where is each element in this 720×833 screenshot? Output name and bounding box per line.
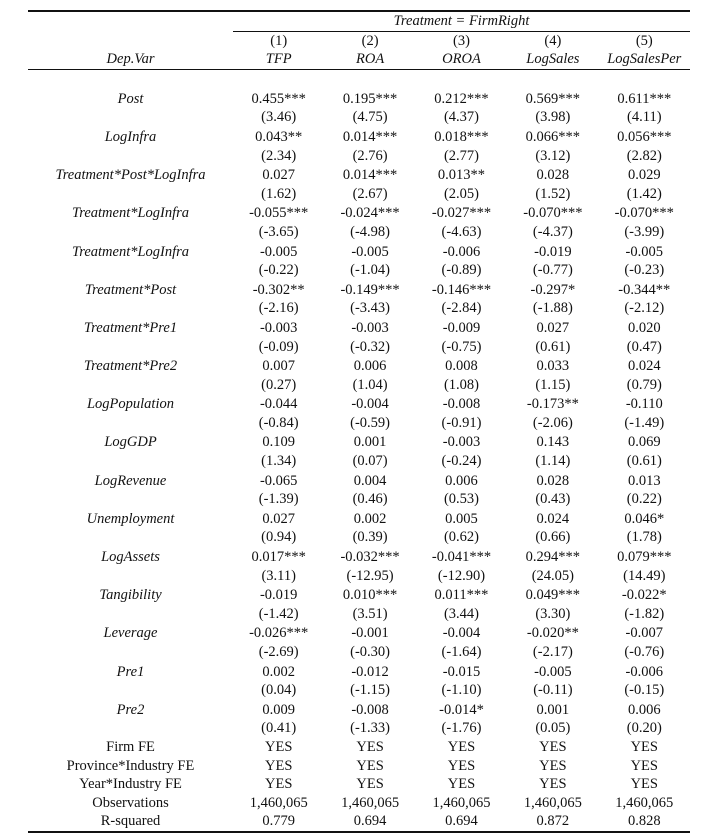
coefficient-cell: -0.027*** (431, 205, 492, 222)
t-stat-cell: (-12.95) (346, 567, 394, 584)
t-stat-cell: (-1.04) (350, 262, 391, 279)
coefficient-cell: -0.032*** (340, 549, 400, 566)
t-stat-cell: (-2.16) (258, 300, 299, 317)
coefficient-cell: 0.002 (353, 510, 387, 527)
t-stat-cell: (-2.69) (258, 644, 299, 660)
column-name: LogSalesPer (599, 50, 690, 69)
t-stat-cell: (3.44) (443, 605, 479, 622)
coefficient-cell: -0.146*** (431, 281, 492, 298)
t-stat-cell: (-0.59) (350, 414, 391, 431)
variable-name: Pre2 (116, 701, 145, 718)
variable-name: Tangibility (99, 587, 162, 604)
footer-label: R-squared (28, 812, 233, 832)
t-stat-row (28, 605, 690, 624)
footer-cell: 1,460,065 (341, 794, 400, 811)
blank-cell (28, 719, 233, 738)
blank-cell (28, 452, 233, 471)
footer-cell: YES (447, 738, 476, 755)
t-stat-cell: (1.08) (443, 376, 479, 393)
t-stat-cell: (-0.32) (350, 338, 391, 355)
variable-name: Treatment*LogInfra (71, 243, 190, 260)
coefficient-cell: -0.012 (351, 663, 389, 680)
footer-cell: YES (264, 776, 293, 793)
t-stat-cell: (0.07) (352, 453, 388, 470)
coefficient-cell: -0.149*** (340, 281, 400, 298)
t-stat-row (28, 719, 690, 738)
coefficient-cell: -0.344** (618, 281, 671, 298)
t-stat-cell: (2.05) (443, 185, 479, 202)
blank-cell (28, 338, 233, 357)
t-stat-cell: (1.42) (626, 185, 662, 202)
coefficient-row (28, 89, 690, 109)
coefficient-cell: 0.014*** (342, 167, 398, 184)
t-stat-row (28, 147, 690, 166)
t-stat-cell: (4.11) (627, 109, 662, 126)
footer-cell: YES (539, 776, 567, 793)
t-stat-cell: (0.66) (535, 529, 571, 546)
t-stat-cell: (1.52) (535, 185, 571, 202)
t-stat-row (28, 643, 690, 662)
coefficient-cell: -0.004 (442, 625, 481, 642)
footer-row (28, 812, 690, 832)
coefficient-cell: 0.017*** (251, 549, 306, 566)
footer-cell: YES (447, 757, 476, 774)
coefficient-cell: -0.022* (621, 587, 667, 604)
coefficient-cell: -0.297* (530, 281, 576, 298)
coefficient-cell: 0.014*** (342, 128, 398, 145)
coefficient-cell: -0.004 (351, 396, 389, 413)
blank-cell (28, 108, 233, 127)
t-stat-row (28, 223, 690, 242)
t-stat-cell: (1.34) (261, 453, 297, 470)
t-stat-row (28, 261, 690, 280)
column-number: (5) (635, 32, 653, 49)
coefficient-cell: 0.043** (255, 128, 303, 145)
variable-name: LogRevenue (94, 472, 167, 489)
t-stat-cell: (1.15) (535, 376, 571, 393)
coefficient-row (28, 432, 690, 452)
coefficient-row (28, 700, 690, 720)
coefficient-row (28, 242, 690, 262)
coefficient-cell: -0.019 (259, 587, 298, 604)
coefficient-cell: 0.027 (262, 510, 295, 527)
table-body (28, 11, 690, 832)
t-stat-cell: (0.61) (535, 338, 571, 355)
coefficient-row (28, 318, 690, 338)
t-stat-cell: (-4.37) (532, 223, 573, 240)
variable-name: Pre1 (116, 663, 145, 680)
t-stat-cell: (-4.98) (350, 223, 391, 240)
blank-cell (28, 528, 233, 547)
footer-cell: 1,460,065 (432, 794, 491, 811)
variable-name: Unemployment (86, 510, 175, 527)
coefficient-cell: -0.070*** (523, 205, 583, 222)
coefficient-cell: 0.027 (536, 319, 570, 336)
coefficient-cell: 0.066*** (525, 128, 581, 145)
t-stat-cell: (0.05) (535, 720, 571, 737)
t-stat-cell: (2.76) (352, 147, 388, 164)
footer-cell: 1,460,065 (615, 794, 674, 811)
footer-cell: YES (356, 776, 384, 793)
footer-cell: YES (447, 776, 476, 793)
coefficient-cell: -0.003 (442, 434, 481, 451)
coefficient-row (28, 203, 690, 223)
coefficient-cell: -0.015 (442, 663, 481, 680)
footer-cell: YES (630, 738, 658, 755)
variable-name: Treatment*Post (84, 281, 177, 298)
coefficient-cell: 0.004 (353, 472, 387, 489)
footer-cell: YES (356, 738, 384, 755)
blank-cell (28, 414, 233, 433)
blank-cell (28, 147, 233, 166)
coefficient-cell: -0.008 (351, 701, 389, 718)
t-stat-cell: (0.20) (626, 720, 662, 737)
coefficient-cell: 0.455*** (251, 90, 306, 107)
treatment-header-row (28, 11, 690, 31)
coefficient-cell: 0.033 (536, 358, 570, 375)
coefficient-row (28, 394, 690, 414)
blank-cell (28, 681, 233, 700)
coefficient-cell: 0.079*** (617, 549, 672, 566)
t-stat-cell: (0.61) (626, 453, 662, 470)
t-stat-cell: (-3.65) (258, 223, 299, 240)
t-stat-cell: (3.12) (535, 147, 571, 164)
coefficient-cell: -0.007 (625, 625, 664, 642)
t-stat-cell: (-1.76) (441, 720, 482, 737)
t-stat-cell: (1.78) (626, 529, 662, 546)
column-name: TFP (233, 50, 324, 69)
footer-row (28, 775, 690, 794)
coefficient-cell: -0.020** (526, 625, 579, 642)
column-name: LogSales (507, 50, 598, 69)
t-stat-row (28, 681, 690, 700)
t-stat-cell: (-4.63) (441, 223, 482, 240)
blank-cell (28, 31, 233, 50)
footer-row (28, 794, 690, 813)
footer-row (28, 757, 690, 776)
t-stat-cell: (1.14) (535, 453, 571, 470)
t-stat-cell: (-0.22) (258, 262, 299, 279)
coefficient-cell: -0.173** (526, 396, 579, 413)
coefficient-cell: -0.005 (259, 243, 298, 260)
t-stat-cell: (4.75) (352, 109, 388, 126)
coefficient-cell: 0.069 (627, 434, 661, 451)
t-stat-cell: (3.98) (535, 109, 571, 126)
coefficient-cell: 0.008 (445, 358, 478, 375)
t-stat-cell: (-0.24) (441, 453, 482, 470)
footer-cell: 0.694 (324, 812, 415, 832)
blank-cell (28, 185, 233, 204)
coefficient-cell: -0.003 (351, 319, 389, 336)
variable-name: LogAssets (101, 549, 160, 566)
coefficient-cell: -0.001 (351, 625, 389, 642)
t-stat-cell: (-1.15) (350, 682, 391, 699)
variable-name: Treatment*Pre1 (83, 319, 178, 336)
column-number: (4) (544, 32, 562, 49)
t-stat-cell: (0.94) (261, 529, 297, 546)
blank-cell (28, 376, 233, 395)
t-stat-row (28, 414, 690, 433)
coefficient-cell: 0.018*** (434, 128, 489, 145)
coefficient-cell: 0.013 (627, 472, 661, 489)
t-stat-row (28, 338, 690, 357)
coefficient-cell: -0.005 (351, 243, 389, 260)
t-stat-cell: (-3.43) (350, 300, 391, 317)
coefficient-cell: 0.013** (437, 167, 486, 184)
variable-name: LogGDP (104, 434, 157, 451)
coefficient-cell: 0.027 (262, 167, 295, 184)
column-number: (1) (270, 32, 288, 49)
coefficient-row (28, 509, 690, 529)
coefficient-cell: 0.143 (536, 434, 570, 451)
variable-name: Leverage (103, 625, 158, 642)
t-stat-cell: (-2.84) (441, 300, 482, 317)
coefficient-cell: 0.007 (262, 358, 295, 375)
t-stat-cell: (-1.82) (624, 605, 665, 622)
footer-label: Year*Industry FE (79, 776, 182, 793)
footer-cell: YES (264, 738, 293, 755)
coefficient-row (28, 662, 690, 682)
treatment-label: Treatment = FirmRight (233, 11, 690, 31)
t-stat-row (28, 490, 690, 509)
column-name: OROA (416, 50, 507, 69)
footer-cell: YES (356, 757, 384, 774)
footer-row (28, 738, 690, 757)
coefficient-cell: -0.026*** (249, 625, 309, 642)
t-stat-cell: (0.47) (626, 338, 662, 355)
blank-cell (28, 261, 233, 280)
coefficient-cell: 0.028 (536, 167, 570, 184)
t-stat-cell: (-1.42) (258, 605, 299, 622)
t-stat-cell: (-0.76) (624, 644, 665, 660)
t-stat-cell: (1.62) (261, 185, 297, 202)
t-stat-cell: (-2.17) (532, 644, 573, 660)
t-stat-cell: (-1.88) (532, 300, 573, 317)
coefficient-row (28, 356, 690, 376)
t-stat-cell: (-0.89) (441, 262, 482, 279)
spacer-cell (28, 69, 690, 89)
coefficient-cell: 0.001 (536, 701, 570, 718)
coefficient-cell: -0.005 (534, 663, 572, 680)
t-stat-cell: (0.43) (535, 491, 571, 508)
variable-name: LogInfra (104, 128, 157, 145)
coefficient-cell: -0.019 (534, 243, 572, 260)
column-number: (2) (361, 32, 379, 49)
coefficient-row (28, 127, 690, 147)
coefficient-cell: 0.294*** (525, 549, 581, 566)
coefficient-cell: 0.611*** (617, 90, 672, 107)
t-stat-cell: (2.67) (352, 185, 388, 202)
coefficient-cell: -0.065 (259, 472, 298, 489)
column-number: (3) (453, 32, 470, 49)
coefficient-cell: 0.002 (262, 663, 295, 680)
regression-table (28, 10, 690, 833)
t-stat-row (28, 567, 690, 586)
coefficient-cell: -0.005 (625, 243, 664, 260)
t-stat-cell: (-0.77) (532, 262, 573, 279)
footer-label: Observations (92, 794, 169, 811)
t-stat-cell: (-1.33) (350, 720, 391, 737)
coefficient-cell: 0.001 (353, 434, 387, 451)
blank-cell (28, 490, 233, 509)
footer-cell: YES (539, 757, 567, 774)
coefficient-cell: 0.024 (536, 510, 570, 527)
coefficient-cell: -0.110 (625, 396, 663, 413)
coefficient-cell: -0.070*** (614, 205, 674, 222)
coefficient-cell: 0.049*** (525, 587, 581, 604)
t-stat-cell: (-0.84) (258, 414, 299, 431)
coefficient-cell: 0.011*** (434, 587, 489, 604)
t-stat-cell: (-2.06) (532, 414, 573, 431)
variable-name: Treatment*Pre2 (83, 358, 178, 375)
t-stat-cell: (-1.64) (441, 644, 482, 660)
coefficient-cell: 0.195*** (342, 90, 398, 107)
footer-label: Firm FE (106, 738, 155, 755)
blank-cell (28, 11, 233, 31)
dep-var-label: Dep.Var (28, 50, 233, 69)
t-stat-cell: (-0.23) (624, 262, 665, 279)
coefficient-cell: 0.006 (353, 358, 387, 375)
t-stat-cell: (-1.10) (441, 682, 482, 699)
coefficient-cell: 0.046* (624, 510, 665, 527)
coefficient-cell: 0.009 (262, 701, 295, 718)
footer-cell: YES (630, 776, 658, 793)
coefficient-cell: 0.010*** (342, 587, 398, 604)
footer-cell: YES (630, 757, 658, 774)
coefficient-cell: -0.009 (442, 319, 481, 336)
t-stat-cell: (-0.15) (624, 682, 665, 699)
coefficient-row (28, 471, 690, 491)
coefficient-cell: 0.005 (445, 510, 478, 527)
t-stat-cell: (0.39) (352, 529, 388, 546)
coefficient-cell: -0.044 (259, 396, 298, 413)
t-stat-cell: (0.79) (626, 376, 662, 393)
coefficient-row (28, 280, 690, 300)
t-stat-cell: (-0.30) (350, 644, 391, 660)
t-stat-cell: (24.05) (531, 567, 575, 584)
t-stat-cell: (0.27) (261, 376, 297, 393)
spacer-row (28, 69, 690, 89)
coefficient-row (28, 165, 690, 185)
blank-cell (28, 223, 233, 242)
coefficient-cell: -0.006 (442, 243, 481, 260)
footer-cell: YES (539, 738, 567, 755)
t-stat-cell: (-0.11) (533, 682, 573, 699)
t-stat-cell: (0.22) (626, 491, 662, 508)
t-stat-cell: (-0.09) (258, 338, 299, 355)
coefficient-cell: -0.006 (625, 663, 664, 680)
t-stat-cell: (2.34) (261, 147, 297, 164)
coefficient-cell: 0.029 (627, 167, 661, 184)
blank-cell (28, 299, 233, 318)
t-stat-cell: (-1.49) (624, 414, 665, 431)
footer-cell: YES (264, 757, 293, 774)
blank-cell (28, 605, 233, 624)
coefficient-cell: -0.014* (439, 701, 484, 718)
coefficient-cell: -0.008 (442, 396, 481, 413)
t-stat-cell: (3.51) (352, 605, 388, 622)
coefficient-row (28, 585, 690, 605)
t-stat-cell: (3.30) (535, 605, 571, 622)
coefficient-cell: -0.302** (252, 281, 305, 298)
coefficient-cell: -0.041*** (431, 549, 492, 566)
coefficient-cell: 0.056*** (617, 128, 672, 145)
t-stat-cell: (14.49) (623, 567, 666, 584)
coefficient-cell: 0.028 (536, 472, 570, 489)
footer-label: Province*Industry FE (66, 757, 195, 774)
t-stat-cell: (3.11) (261, 567, 296, 584)
blank-cell (28, 643, 233, 662)
t-stat-cell: (-0.91) (441, 414, 482, 431)
column-name-row (28, 50, 690, 69)
coefficient-cell: 0.006 (627, 701, 661, 718)
coefficient-cell: -0.055*** (249, 205, 309, 222)
footer-cell: 0.828 (599, 812, 690, 832)
footer-cell: 0.872 (507, 812, 598, 832)
t-stat-cell: (2.82) (626, 147, 662, 164)
t-stat-cell: (-2.12) (624, 300, 665, 317)
footer-cell: 0.694 (416, 812, 507, 832)
t-stat-cell: (1.04) (352, 376, 388, 393)
t-stat-cell: (2.77) (443, 147, 479, 164)
variable-name: Treatment*LogInfra (71, 205, 190, 222)
t-stat-row (28, 528, 690, 547)
t-stat-cell: (0.41) (261, 720, 297, 737)
coefficient-cell: 0.020 (627, 319, 661, 336)
t-stat-row (28, 108, 690, 127)
t-stat-cell: (0.46) (352, 491, 388, 508)
t-stat-cell: (0.04) (261, 682, 297, 699)
coefficient-row (28, 623, 690, 643)
variable-name: Treatment*Post*LogInfra (55, 167, 206, 184)
coefficient-cell: -0.003 (259, 319, 298, 336)
t-stat-cell: (-12.90) (437, 567, 486, 584)
t-stat-cell: (0.62) (443, 529, 479, 546)
t-stat-cell: (-1.39) (258, 491, 299, 508)
footer-cell: 0.779 (233, 812, 324, 832)
coefficient-row (28, 547, 690, 567)
t-stat-cell: (4.37) (443, 109, 479, 126)
t-stat-cell: (3.46) (261, 109, 297, 126)
column-name: ROA (324, 50, 415, 69)
coefficient-cell: 0.109 (262, 434, 295, 451)
t-stat-row (28, 452, 690, 471)
t-stat-cell: (-0.75) (441, 338, 482, 355)
variable-name: Post (117, 90, 144, 107)
t-stat-cell: (-3.99) (624, 223, 665, 240)
t-stat-row (28, 185, 690, 204)
blank-cell (28, 567, 233, 586)
coefficient-cell: -0.024*** (340, 205, 400, 222)
coefficient-cell: 0.006 (445, 472, 478, 489)
column-number-row (28, 31, 690, 50)
t-stat-cell: (0.53) (443, 491, 479, 508)
footer-cell: 1,460,065 (249, 794, 308, 811)
coefficient-cell: 0.569*** (525, 90, 581, 107)
t-stat-row (28, 299, 690, 318)
variable-name: LogPopulation (86, 396, 174, 413)
footer-cell: 1,460,065 (523, 794, 582, 811)
coefficient-cell: 0.024 (627, 358, 661, 375)
t-stat-row (28, 376, 690, 395)
coefficient-cell: 0.212*** (434, 90, 489, 107)
